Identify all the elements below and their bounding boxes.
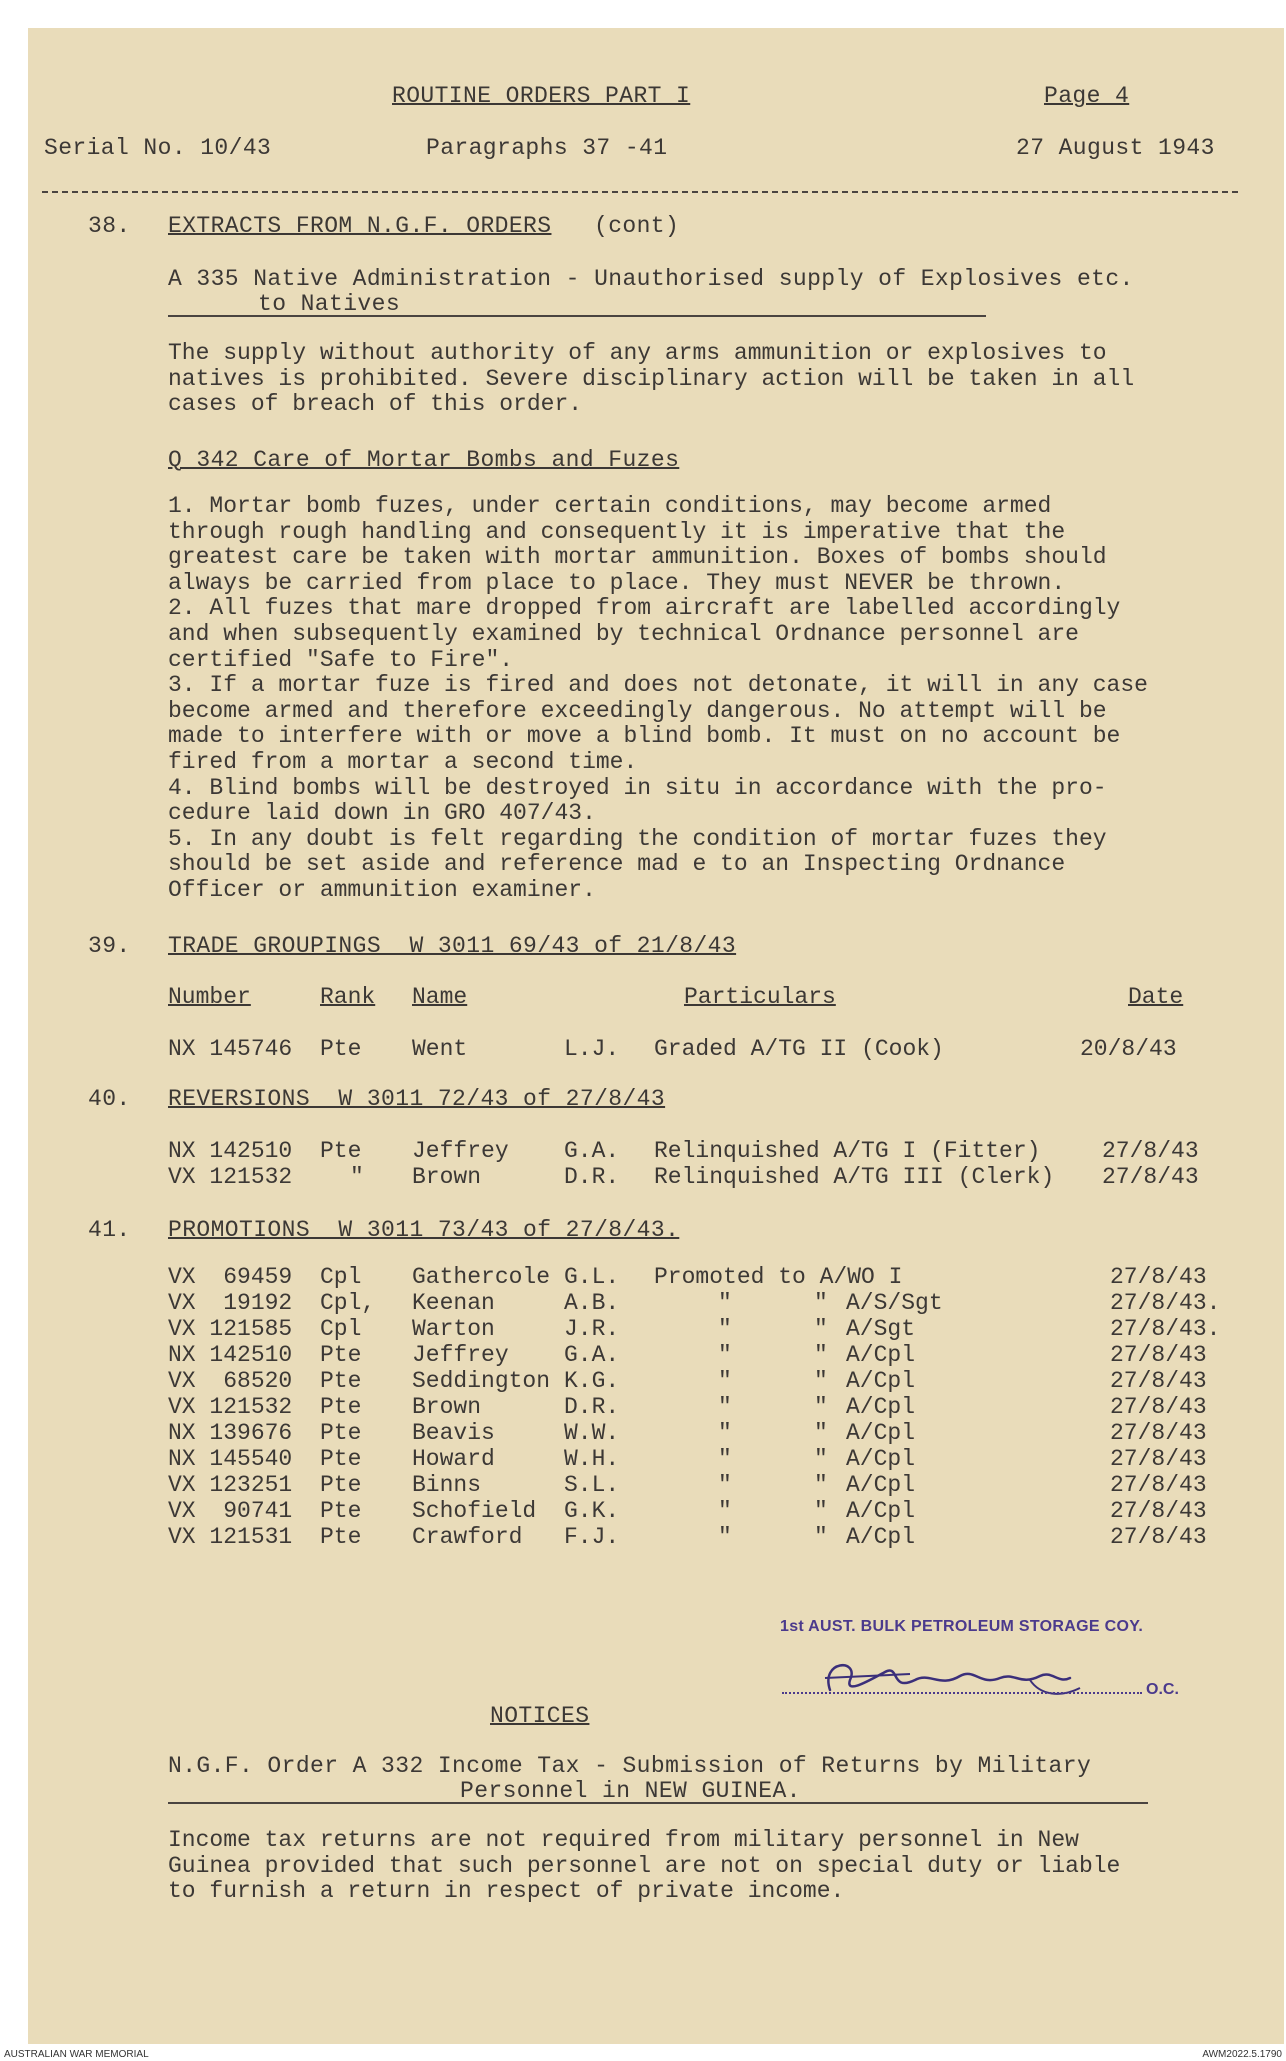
ditto-mark: ": [718, 1524, 732, 1550]
new-rank: A/Cpl: [846, 1498, 916, 1524]
document-title: ROUTINE ORDERS PART I: [392, 83, 691, 109]
order-a335-title-cont: to Natives: [258, 291, 401, 317]
effective-date: 27/8/43: [1110, 1264, 1207, 1290]
trade-groupings-rows: [168, 1036, 1248, 1062]
notice-order-title: N.G.F. Order A 332 Income Tax - Submission of Returns by Military: [168, 1753, 1092, 1779]
new-rank: A/Cpl: [846, 1446, 916, 1472]
rank: Pte: [320, 1138, 362, 1164]
table-row: [168, 1394, 1248, 1420]
surname: Jeffrey: [412, 1138, 509, 1164]
ditto-mark: ": [718, 1420, 732, 1446]
initials: D.R.: [564, 1164, 620, 1190]
order-a335-body: The supply without authority of any arms ammunition or explosives to natives is prohibited. Severe disciplinary action will be taken in all cases of breach of this order.: [168, 340, 1135, 418]
new-rank: A/Cpl: [846, 1394, 916, 1420]
initials: J.R.: [564, 1316, 620, 1342]
column-header-date: Date: [1128, 984, 1184, 1010]
table-row: [168, 1316, 1248, 1342]
initials: S.L.: [564, 1472, 620, 1498]
order-q342-heading: Q 342 Care of Mortar Bombs and Fuzes: [168, 447, 680, 473]
surname: Brown: [412, 1394, 482, 1420]
notice-body: Income tax returns are not required from military personnel in New Guinea provided that such personnel are not on special duty or liable to furnish a return in respect of private income.: [168, 1827, 1121, 1905]
section-38-heading-suffix: (cont): [594, 213, 680, 239]
table-row: [168, 1036, 1248, 1062]
column-header-number: Number: [168, 984, 251, 1010]
ditto-mark: ": [814, 1498, 828, 1524]
surname: Schofield: [412, 1498, 537, 1524]
table-row: [168, 1368, 1248, 1394]
service-number: VX 121532: [168, 1164, 293, 1190]
ditto-mark: ": [718, 1472, 732, 1498]
table-row: [168, 1342, 1248, 1368]
service-number: NX 145746: [168, 1036, 293, 1062]
table-row: [168, 1290, 1248, 1316]
initials: A.B.: [564, 1290, 620, 1316]
page-number: Page 4: [1044, 83, 1130, 109]
notice-order-underline: [168, 1802, 1148, 1804]
table-row: [168, 1164, 1248, 1190]
rank: ": [350, 1164, 364, 1190]
order-q342-body: 1. Mortar bomb fuzes, under certain conditions, may become armed through rough handling and consequently it is imperative that the greatest care be taken with mortar ammunition. Boxes of bombs should always be carried from place to place. They must NEVER be thrown. 2. All fuzes that mare dropped from aircraft are labelled accordingly and when subsequently examined by technical Ordnance personnel are certified "Safe to Fire". 3. If a mortar fuze is fired and does not detonate, it will in any case become armed and therefore exceedingly dangerous. No attempt will be made to interfere with or move a blind bomb. It must on no account be fired from a mortar a second time. 4. Blind bombs will be destroyed in situ in accordance with the pro- cedure laid down in GRO 407/43. 5. In any doubt is felt regarding the condition of mortar fuzes they should be set aside and reference mad e to an Inspecting Ordnance Officer or ammunition examiner.: [168, 493, 1148, 903]
surname: Warton: [412, 1316, 495, 1342]
surname: Beavis: [412, 1420, 495, 1446]
effective-date: 27/8/43.: [1110, 1290, 1221, 1316]
table-row: [168, 1472, 1248, 1498]
table-row: [168, 1498, 1248, 1524]
surname: Howard: [412, 1446, 495, 1472]
service-number: NX 139676: [168, 1420, 293, 1446]
promotion-text: Promoted to A/WO I: [654, 1264, 903, 1290]
new-rank: A/Cpl: [846, 1472, 916, 1498]
footer-institution: AUSTRALIAN WAR MEMORIAL: [4, 2049, 149, 2060]
ditto-mark: ": [814, 1316, 828, 1342]
particulars: Relinquished A/TG I (Fitter): [654, 1138, 1041, 1164]
document-date: 27 August 1943: [1016, 135, 1215, 161]
column-header-name: Name: [412, 984, 468, 1010]
promotions-table: [168, 1264, 1248, 1550]
ditto-mark: ": [814, 1290, 828, 1316]
effective-date: 27/8/43: [1110, 1342, 1207, 1368]
signature-line: [782, 1692, 1142, 1694]
initials: G.K.: [564, 1498, 620, 1524]
initials: W.H.: [564, 1446, 620, 1472]
ditto-mark: ": [814, 1524, 828, 1550]
rank: Pte: [320, 1524, 362, 1550]
surname: Seddington: [412, 1368, 551, 1394]
ditto-mark: ": [814, 1368, 828, 1394]
service-number: VX 121532: [168, 1394, 293, 1420]
initials: G.A.: [564, 1138, 620, 1164]
order-a335-underline: [168, 315, 986, 317]
ditto-mark: ": [718, 1368, 732, 1394]
notice-order-title-cont: Personnel in NEW GUINEA.: [460, 1778, 801, 1804]
rank: Pte: [320, 1472, 362, 1498]
effective-date: 27/8/43: [1102, 1164, 1199, 1190]
section-number-38: 38.: [88, 213, 131, 239]
effective-date: 27/8/43: [1110, 1472, 1207, 1498]
service-number: VX 90741: [168, 1498, 293, 1524]
rank: Cpl: [320, 1316, 362, 1342]
ditto-mark: ": [718, 1446, 732, 1472]
ditto-mark: ": [718, 1342, 732, 1368]
surname: Keenan: [412, 1290, 495, 1316]
table-row: [168, 1420, 1248, 1446]
officer-commanding-label: O.C.: [1146, 1681, 1179, 1698]
new-rank: A/Cpl: [846, 1342, 916, 1368]
surname: Gathercole: [412, 1264, 551, 1290]
initials: L.J.: [564, 1036, 620, 1062]
section-38-heading: EXTRACTS FROM N.G.F. ORDERS: [168, 213, 552, 239]
section-40-heading: REVERSIONS W 3011 72/43 of 27/8/43: [168, 1086, 666, 1112]
initials: W.W.: [564, 1420, 620, 1446]
service-number: VX 121531: [168, 1524, 293, 1550]
paragraph-range: Paragraphs 37 -41: [426, 135, 668, 161]
initials: F.J.: [564, 1524, 620, 1550]
ditto-mark: ": [814, 1420, 828, 1446]
rank: Cpl,: [320, 1290, 376, 1316]
ditto-mark: ": [814, 1342, 828, 1368]
new-rank: A/Cpl: [846, 1368, 916, 1394]
ditto-mark: ": [718, 1290, 732, 1316]
service-number: VX 69459: [168, 1264, 293, 1290]
table-row: [168, 1264, 1248, 1290]
ditto-mark: ": [814, 1472, 828, 1498]
effective-date: 27/8/43.: [1110, 1316, 1221, 1342]
service-number: NX 142510: [168, 1138, 293, 1164]
rank: Pte: [320, 1420, 362, 1446]
rank: Pte: [320, 1036, 362, 1062]
header-divider: [42, 191, 1238, 193]
rank: Pte: [320, 1342, 362, 1368]
table-row: [168, 1524, 1248, 1550]
rank: Cpl: [320, 1264, 362, 1290]
rank: Pte: [320, 1394, 362, 1420]
surname: Crawford: [412, 1524, 523, 1550]
rank: Pte: [320, 1368, 362, 1394]
service-number: VX 121585: [168, 1316, 293, 1342]
ditto-mark: ": [718, 1498, 732, 1524]
ditto-mark: ": [718, 1394, 732, 1420]
initials: D.R.: [564, 1394, 620, 1420]
section-39-heading: TRADE GROUPINGS W 3011 69/43 of 21/8/43: [168, 933, 737, 959]
section-number-40: 40.: [88, 1086, 131, 1112]
signature-image: [790, 1650, 1150, 1710]
surname: Jeffrey: [412, 1342, 509, 1368]
section-number-39: 39.: [88, 933, 131, 959]
new-rank: A/Sgt: [846, 1316, 916, 1342]
effective-date: 27/8/43: [1110, 1368, 1207, 1394]
reversions-table: [168, 1138, 1248, 1190]
surname: Brown: [412, 1164, 482, 1190]
section-41-heading: PROMOTIONS W 3011 73/43 of 27/8/43.: [168, 1217, 680, 1243]
table-row: [168, 1138, 1248, 1164]
service-number: NX 145540: [168, 1446, 293, 1472]
column-header-particulars: Particulars: [684, 984, 836, 1010]
initials: K.G.: [564, 1368, 620, 1394]
table-header-row: [168, 984, 1248, 1010]
service-number: VX 19192: [168, 1290, 293, 1316]
new-rank: A/S/Sgt: [846, 1290, 943, 1316]
surname: Went: [412, 1036, 468, 1062]
initials: G.L.: [564, 1264, 620, 1290]
trade-groupings-table: [168, 984, 1248, 1010]
surname: Binns: [412, 1472, 482, 1498]
serial-number: Serial No. 10/43: [44, 135, 272, 161]
new-rank: A/Cpl: [846, 1524, 916, 1550]
new-rank: A/Cpl: [846, 1420, 916, 1446]
section-number-41: 41.: [88, 1217, 131, 1243]
table-row: [168, 1446, 1248, 1472]
effective-date: 27/8/43: [1110, 1524, 1207, 1550]
effective-date: 27/8/43: [1110, 1394, 1207, 1420]
order-a335-title: A 335 Native Administration - Unauthorised supply of Explosives etc.: [168, 266, 1134, 292]
effective-date: 20/8/43: [1080, 1036, 1177, 1062]
service-number: NX 142510: [168, 1342, 293, 1368]
effective-date: 27/8/43: [1110, 1498, 1207, 1524]
effective-date: 27/8/43: [1110, 1420, 1207, 1446]
ditto-mark: ": [718, 1316, 732, 1342]
initials: G.A.: [564, 1342, 620, 1368]
rank: Pte: [320, 1446, 362, 1472]
column-header-rank: Rank: [320, 984, 376, 1010]
ditto-mark: ": [814, 1446, 828, 1472]
rank: Pte: [320, 1498, 362, 1524]
particulars: Relinquished A/TG III (Clerk): [654, 1164, 1055, 1190]
notices-heading: NOTICES: [490, 1703, 590, 1729]
service-number: VX 68520: [168, 1368, 293, 1394]
ditto-mark: ": [814, 1394, 828, 1420]
service-number: VX 123251: [168, 1472, 293, 1498]
effective-date: 27/8/43: [1110, 1446, 1207, 1472]
effective-date: 27/8/43: [1102, 1138, 1199, 1164]
particulars: Graded A/TG II (Cook): [654, 1036, 944, 1062]
footer-accession-number: AWM2022.5.1790: [1202, 2049, 1282, 2060]
unit-stamp: 1st AUST. BULK PETROLEUM STORAGE COY.: [780, 1618, 1144, 1635]
